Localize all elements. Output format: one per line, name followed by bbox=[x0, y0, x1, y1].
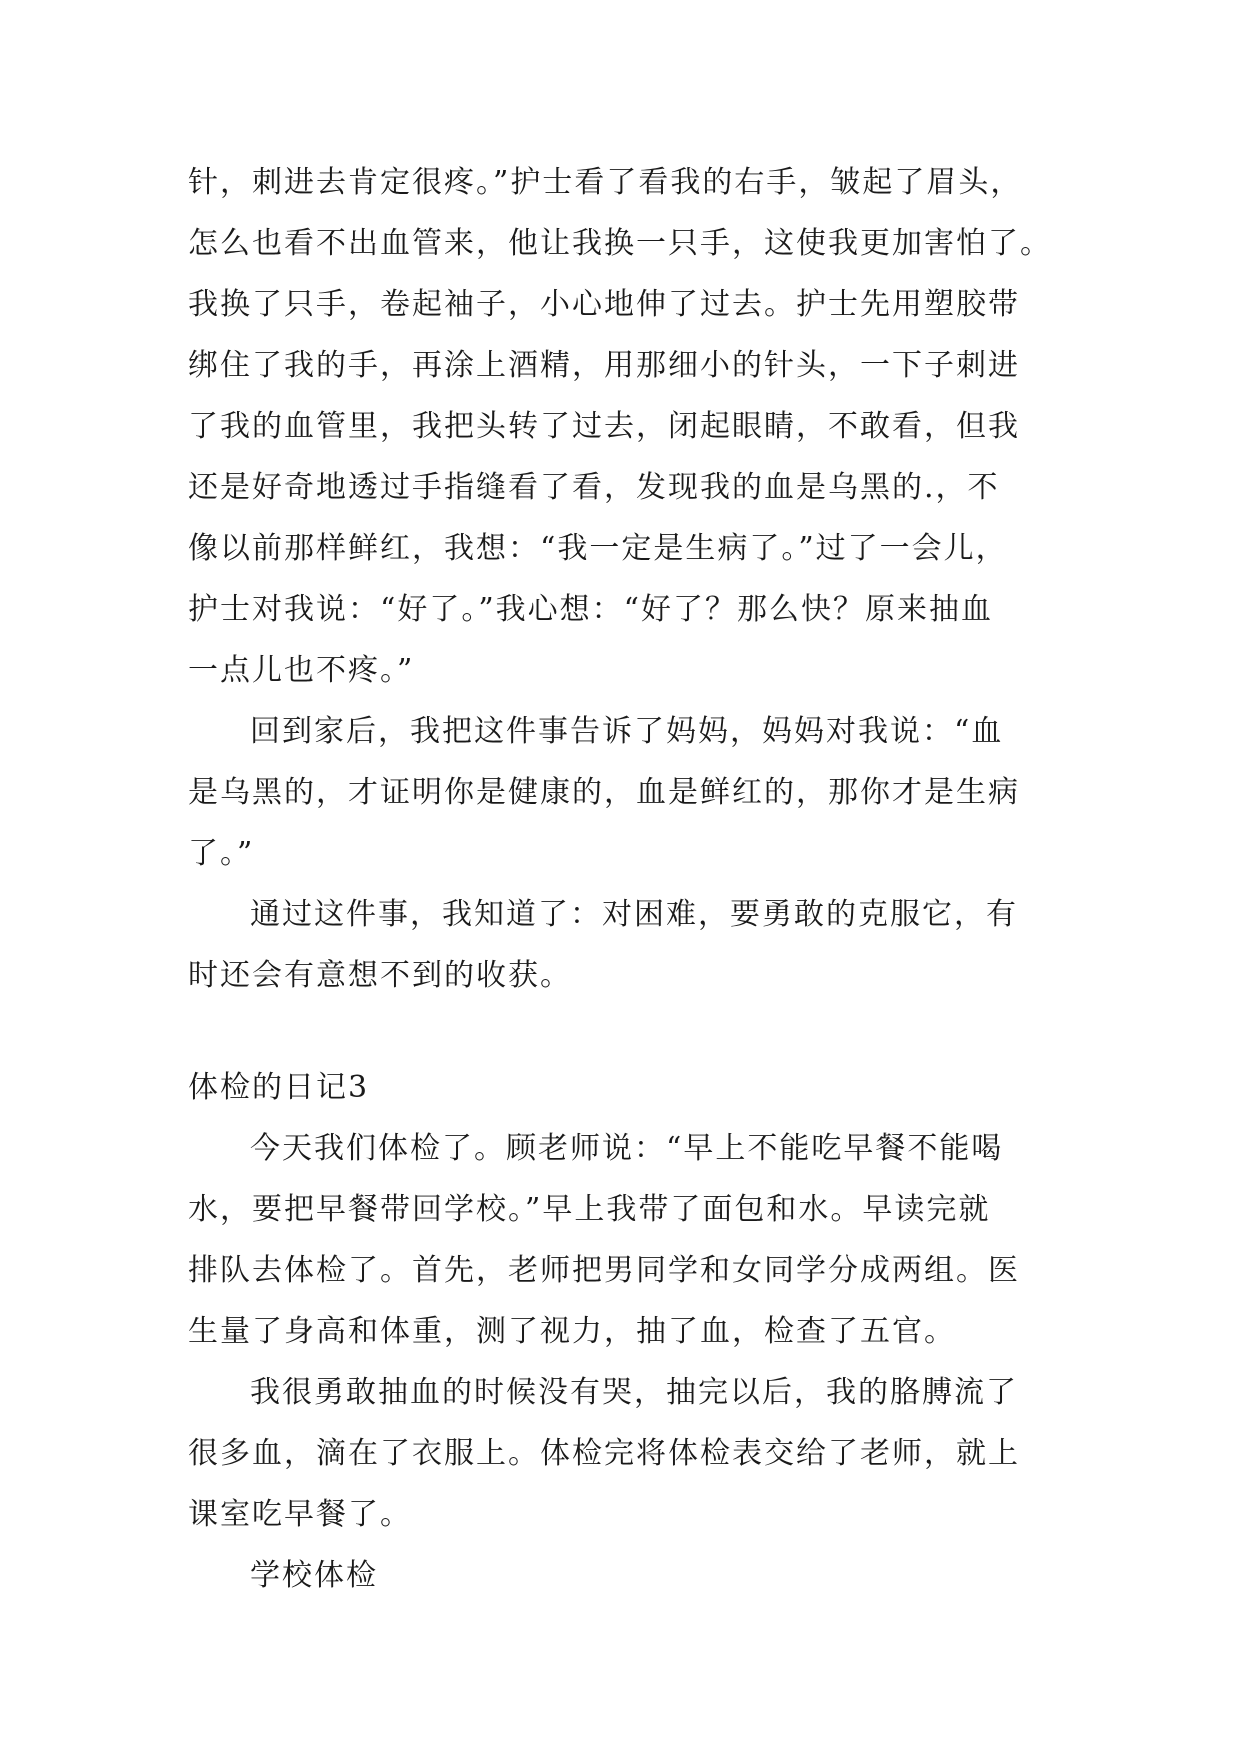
text-line: 了我的血管里，我把头转了过去，闭起眼睛，不敢看，但我 bbox=[188, 409, 1020, 444]
text-line: 水，要把早餐带回学校。”早上我带了面包和水。早读完就 bbox=[188, 1192, 991, 1227]
paragraph-home bbox=[188, 701, 1068, 884]
section-title: 体检的日记3 bbox=[188, 1070, 370, 1105]
text-line: 了。” bbox=[188, 836, 255, 871]
text-line: 一点儿也不疼。” bbox=[188, 653, 415, 688]
text-line: 今天我们体检了。顾老师说：“早上不能吃早餐不能喝 bbox=[250, 1131, 1004, 1166]
paragraph-continuation bbox=[188, 152, 1068, 701]
text-line: 针，刺进去肯定很疼。”护士看了看我的右手，皱起了眉头， bbox=[188, 165, 1023, 200]
paragraph-blood-test bbox=[188, 1362, 1068, 1545]
text-line: 像以前那样鲜红，我想：“我一定是生病了。”过了一会儿， bbox=[188, 531, 1008, 566]
text-line: 绑住了我的手，再涂上酒精，用那细小的针头，一下子刺进 bbox=[188, 348, 1020, 383]
text-line: 时还会有意想不到的收获。 bbox=[188, 958, 572, 993]
paragraph-school-checkup bbox=[188, 1545, 1068, 1606]
text-line: 护士对我说：“好了。”我心想：“好了？那么快？原来抽血 bbox=[188, 592, 994, 627]
text-line: 课室吃早餐了。 bbox=[188, 1497, 412, 1532]
section-spacer bbox=[188, 1006, 1068, 1057]
text-line: 排队去体检了。首先，老师把男同学和女同学分成两组。医 bbox=[188, 1253, 1020, 1288]
text-line: 学校体检 bbox=[250, 1558, 378, 1593]
paragraph-checkup bbox=[188, 1118, 1068, 1362]
paragraph-conclusion bbox=[188, 884, 1068, 1006]
text-line: 我很勇敢抽血的时候没有哭，抽完以后，我的胳膊流了 bbox=[250, 1375, 1018, 1410]
text-line: 我换了只手，卷起袖子，小心地伸了过去。护士先用塑胶带 bbox=[188, 287, 1020, 322]
text-line: 还是好奇地透过手指缝看了看，发现我的血是乌黑的.，不 bbox=[188, 470, 1000, 505]
text-line: 回到家后，我把这件事告诉了妈妈，妈妈对我说：“血 bbox=[250, 714, 1004, 749]
text-line: 很多血，滴在了衣服上。体检完将体检表交给了老师，就上 bbox=[188, 1436, 1020, 1471]
text-line: 通过这件事，我知道了：对困难，要勇敢的克服它，有 bbox=[250, 897, 1018, 932]
document-body bbox=[188, 152, 1068, 1606]
text-line: 怎么也看不出血管来，他让我换一只手，这使我更加害怕了。 bbox=[188, 226, 1052, 261]
text-line: 是乌黑的，才证明你是健康的，血是鲜红的，那你才是生病 bbox=[188, 775, 1020, 810]
text-line: 生量了身高和体重，测了视力，抽了血，检查了五官。 bbox=[188, 1314, 956, 1349]
